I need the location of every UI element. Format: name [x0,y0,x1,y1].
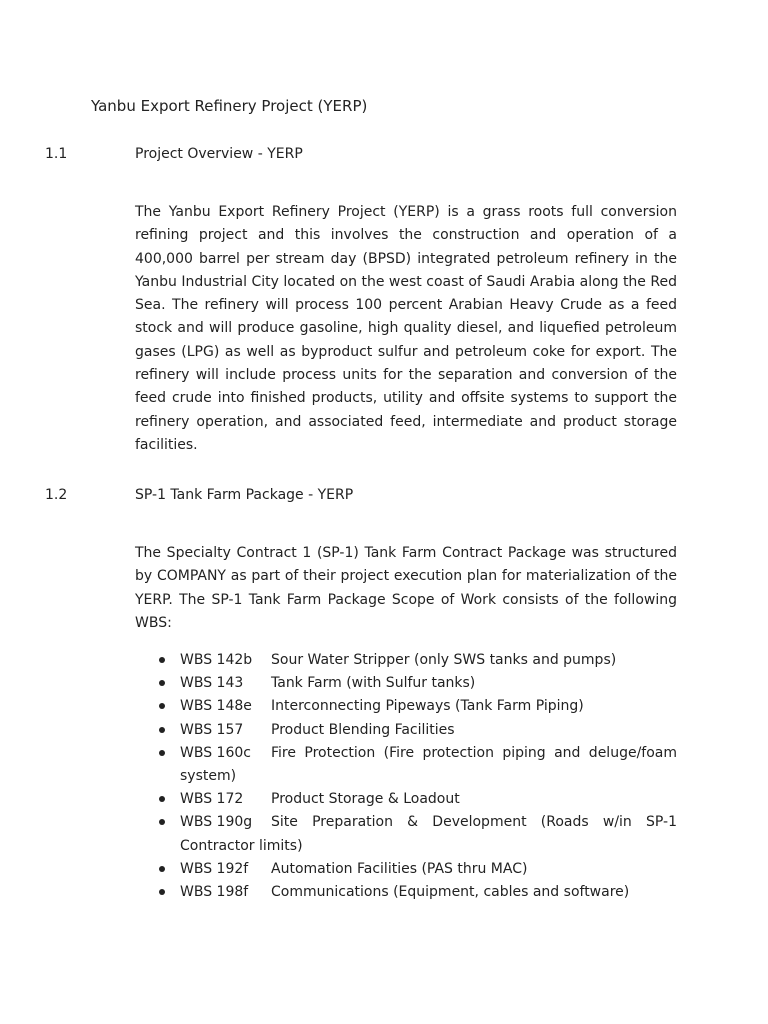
bullet-icon [159,680,165,686]
bullet-icon [159,727,165,733]
wbs-description: Site Preparation & Development (Roads w/in SP-1 Contractor limits) [180,814,677,854]
wbs-code: WBS 157 [180,721,244,738]
bullet-icon [159,866,165,872]
wbs-code: WBS 172 [180,791,244,808]
wbs-description: Product Blending Facilities [271,721,455,738]
wbs-item-text [180,719,677,742]
section-heading-1-1 [45,144,303,164]
wbs-code: WBS 190g [180,814,253,831]
bullet-icon [159,657,165,663]
wbs-description: Tank Farm (with Sulfur tanks) [271,675,476,692]
bullet-icon [159,703,165,709]
list-item [135,695,677,718]
list-item [135,881,677,904]
section-heading-1-2 [45,485,353,505]
section-number: 1.1 [45,146,68,162]
section-title: Project Overview - YERP [135,146,303,162]
wbs-description: Product Storage & Loadout [271,791,460,808]
wbs-code: WBS 192f [180,860,249,877]
list-item [135,672,677,695]
list-item [135,858,677,881]
bullet-icon [159,889,165,895]
wbs-code: WBS 160c [180,744,251,761]
document-title: Yanbu Export Refinery Project (YERP) [91,97,368,115]
wbs-item-text [180,858,677,881]
wbs-code: WBS 143 [180,675,244,692]
wbs-list [135,649,677,904]
wbs-description: Fire Protection (Fire protection piping and deluge/foam system) [180,744,677,785]
section-number: 1.2 [45,487,68,503]
bullet-icon [159,819,165,825]
list-item [135,649,677,672]
list-item [135,719,677,742]
wbs-code: WBS 198f [180,884,249,901]
list-item [135,742,677,788]
wbs-item-text [180,881,677,904]
wbs-item-text [180,742,677,788]
wbs-item-text [180,672,677,695]
wbs-code: WBS 148e [180,698,252,715]
wbs-item-text [180,788,677,811]
wbs-description: Automation Facilities (PAS thru MAC) [271,860,528,877]
section-title: SP-1 Tank Farm Package - YERP [135,487,354,503]
wbs-description: Interconnecting Pipeways (Tank Farm Piping) [271,698,584,715]
list-item [135,788,677,811]
wbs-item-text [180,811,677,857]
wbs-description: Communications (Equipment, cables and software) [271,884,630,901]
wbs-item-text [180,695,677,718]
bullet-icon [159,796,165,802]
bullet-icon [159,750,165,756]
list-item [135,811,677,857]
wbs-description: Sour Water Stripper (only SWS tanks and pumps) [271,652,617,668]
tank-farm-package-paragraph: The Specialty Contract 1 (SP-1) Tank Farm Contract Package was structured by COMPANY as part of their project execution plan for materialization of the YERP. The SP-1 Tank Farm Package Scope of Work consists of the following WBS: [135,545,677,631]
wbs-code: WBS 142b [180,652,253,668]
project-overview-paragraph: The Yanbu Export Refinery Project (YERP) is a grass roots full conversion refining project and this involves the construction and operation of a 400,000 barrel per stream day (BPSD) integrated petroleum refinery in the Yanbu Industrial City located on the west coast of Saudi Arabia along the Red Sea. The refinery will process 100 percent Arabian Heavy Crude as a feed stock and will produce gasoline, high quality diesel, and liquefied petroleum gases (LPG) as well as byproduct sulfur and petroleum coke for export. The refinery will include process units for the separation and conversion of the feed crude into finished products, utility and offsite systems to support the refinery operation, and associated feed, intermediate and product storage facilities. [135,204,677,453]
wbs-item-text [180,649,677,672]
